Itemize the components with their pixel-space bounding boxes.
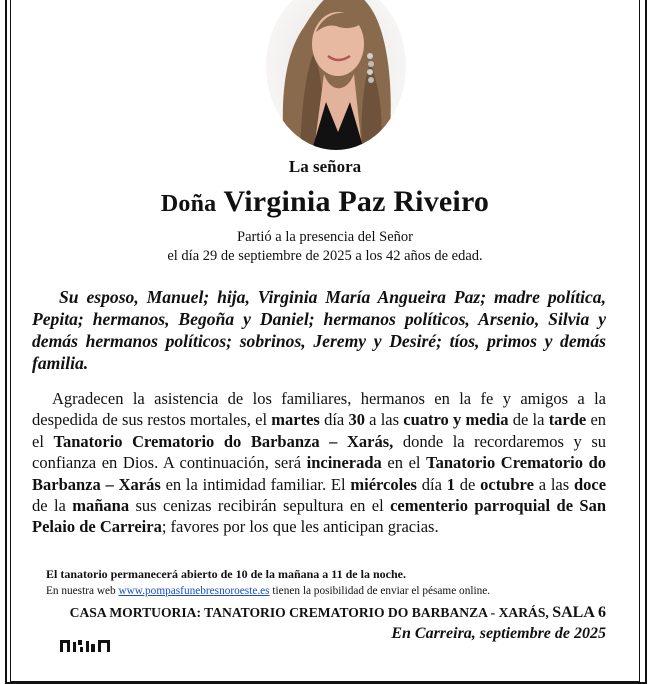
announcement-text: de la [512, 410, 545, 430]
announcement-text: sus cenizas recibirán sepultura en el [135, 496, 384, 516]
incineration: incinerada [306, 453, 382, 473]
day-1: martes [271, 410, 320, 430]
announcement-text: a las [369, 410, 400, 430]
title-prefix: La señora [288, 157, 362, 176]
announcement-text: donde la recordaremos y su confianza en Dios. A continuación, será [32, 431, 606, 473]
date-2: 1 [446, 474, 455, 494]
place-date: En Carreira, septiembre de 2025 [391, 625, 606, 642]
time-1: cuatro y media [403, 410, 509, 430]
venue-1: Tanatorio Crematorio do Barbanza – Xarás, [53, 431, 394, 451]
passed-away-text [0, 228, 650, 266]
date-1: 30 [348, 410, 365, 430]
announcement-text: día [421, 474, 442, 494]
honorific: Doña [160, 191, 217, 217]
announcement-text: de la [32, 496, 66, 516]
announcement-text: en el [387, 453, 421, 473]
passed-line-2: el día 29 de septiembre de 2025 a los 42 años de edad. [167, 248, 483, 264]
deceased-name-line [0, 184, 650, 222]
month-2: octubre [480, 474, 534, 494]
mortuary-line [70, 604, 606, 622]
announcement-text: en la intimidad familiar. El [165, 474, 346, 494]
mortuary-room: SALA 6 [552, 604, 606, 621]
time-2-period: mañana [72, 496, 130, 516]
qr-code-icon [60, 640, 110, 652]
cemetery: cementerio parroquial de San Pelaio de Carreira [32, 496, 607, 537]
day-2: miércoles [350, 474, 417, 494]
web-note-suffix: tienen la posibilidad de enviar el pésame online. [272, 585, 491, 597]
time-2: doce [573, 474, 607, 494]
passed-line-1: Partió a la presencia del Señor [237, 229, 413, 245]
time-1-period: tarde [548, 410, 587, 430]
deceased-name: Virginia Paz Riveiro [223, 185, 490, 218]
web-note [46, 585, 490, 597]
announcement-text: Agradecen la asistencia de los familiares, hermanos en la fe y amigos a la despedida de sus restos mortales, el [32, 389, 606, 430]
family-list: Su esposo, Manuel; hija, Virginia María Angueira Paz; madre política, Pepita; hermanos, Begoña y Daniel; hermanos políticos, Arsenio, Silvia y demás hermanos políticos; sobrinos, Jeremy y Desiré; tíos, primos y demás familia. [32, 287, 606, 373]
announcement-paragraph [32, 388, 606, 538]
website-link[interactable]: www.pompasfunebresnoroeste.es [118, 585, 270, 597]
web-note-prefix: En nuestra web [46, 585, 116, 597]
opening-hours-note: El tanatorio permanecerá abierto de 10 de la mañana a 11 de la noche. [46, 567, 406, 581]
announcement-text: de [459, 474, 476, 494]
announcement-text: ; favores por los que les anticipan gracias. [161, 517, 439, 537]
venue-2: Tanatorio Crematorio do Barbanza – Xarás [32, 453, 606, 494]
mortuary-name: CASA MORTUORIA: TANATORIO CREMATORIO DO BARBANZA - XARÁS, [69, 605, 549, 620]
announcement-text: día [324, 410, 345, 430]
announcement-text: en el [32, 410, 607, 451]
announcement-text: a las [538, 474, 570, 494]
